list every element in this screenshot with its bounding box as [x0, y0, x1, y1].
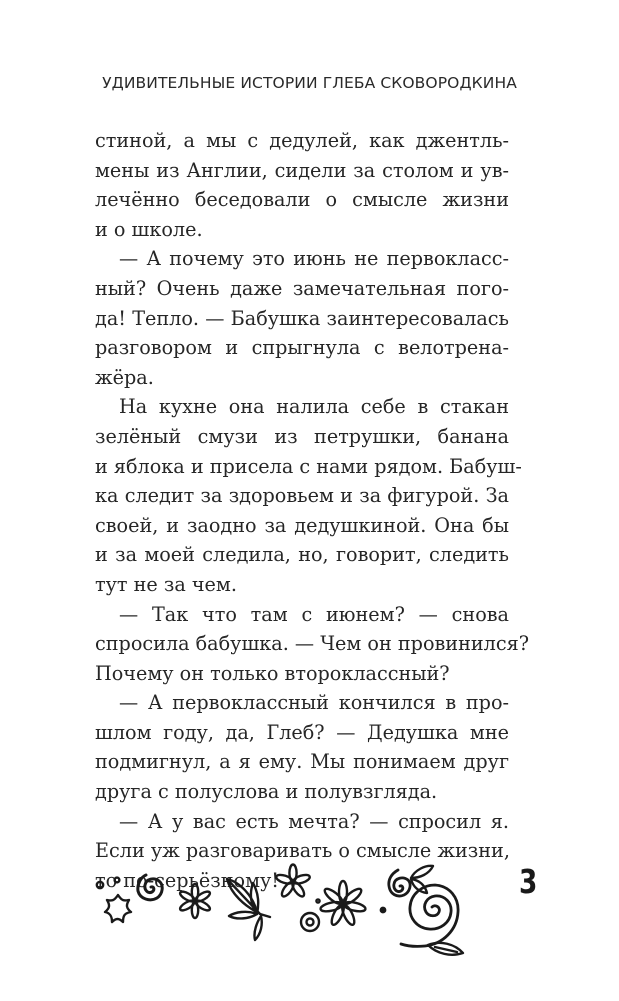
- text-line: мены из Англии, сидели за столом и ув-: [95, 158, 509, 182]
- text-line: да! Тепло. — Бабушка заинтересовалась: [95, 306, 509, 330]
- text-line: — Так что там с июнем? — снова: [119, 602, 509, 626]
- page-number: 3: [519, 862, 538, 901]
- text-line: — А у вас есть мечта? — спросил я.: [119, 809, 509, 833]
- leaf-branch-icon: [227, 879, 270, 940]
- text-line: — А почему это июнь не первокласс-: [119, 247, 509, 271]
- text-line: своей, и заодно за дедушкиной. Она бы: [95, 513, 509, 537]
- text-line: Почему он только второклассный?: [95, 661, 450, 685]
- running-head: УДИВИТЕЛЬНЫЕ ИСТОРИИ ГЛЕБА СКОВОРОДКИНА: [102, 74, 517, 92]
- text-line: друга с полуслова и полувзгляда.: [95, 780, 438, 804]
- text-line: — А первоклассный кончился в про-: [119, 691, 509, 715]
- text-line: зелёный смузи из петрушки, банана: [95, 424, 509, 448]
- text-line: лечённо беседовали о смысле жизни: [95, 188, 509, 212]
- doodle-ornament: [85, 852, 525, 992]
- text-line: шлом году, да, Глеб? — Дедушка мне: [95, 720, 509, 744]
- dot-icon: [97, 878, 120, 889]
- flower-icon: [179, 884, 212, 918]
- ring-icon: [301, 899, 320, 931]
- text-line: стиной, а мы с дедулей, как джентль-: [95, 129, 509, 152]
- text-line: и о школе.: [95, 217, 203, 241]
- text-line: подмигнул, а я ему. Мы понимаем друг: [95, 750, 509, 774]
- flower-icon: [320, 881, 367, 926]
- text-line: жёра.: [95, 365, 154, 389]
- flower-icon: [275, 865, 311, 899]
- text-line: На кухне она налила себе в стакан: [119, 395, 509, 419]
- text-line: спросила бабушка. — Чем он провинился?: [95, 632, 529, 656]
- star-flower-icon: [105, 895, 131, 922]
- text-line: ный? Очень даже замечательная пого-: [95, 276, 509, 300]
- text-line: и яблока и присела с нами рядом. Бабуш-: [95, 454, 522, 478]
- big-spiral-icon: [401, 885, 463, 955]
- body-text: [95, 126, 529, 895]
- spiral-icon: [138, 875, 162, 900]
- text-line: ка следит за здоровьем и за фигурой. За: [95, 484, 509, 508]
- spiral-with-leaf-icon: [389, 866, 433, 896]
- text-line: и за моей следила, но, говорит, следить: [95, 543, 509, 567]
- text-line: Если уж разговаривать о смысле жизни,: [95, 839, 510, 863]
- text-line: тут не за чем.: [95, 572, 237, 596]
- text-line: то по-серьёзному!: [95, 868, 280, 892]
- text-line: разговором и спрыгнула с велотрена-: [95, 336, 509, 360]
